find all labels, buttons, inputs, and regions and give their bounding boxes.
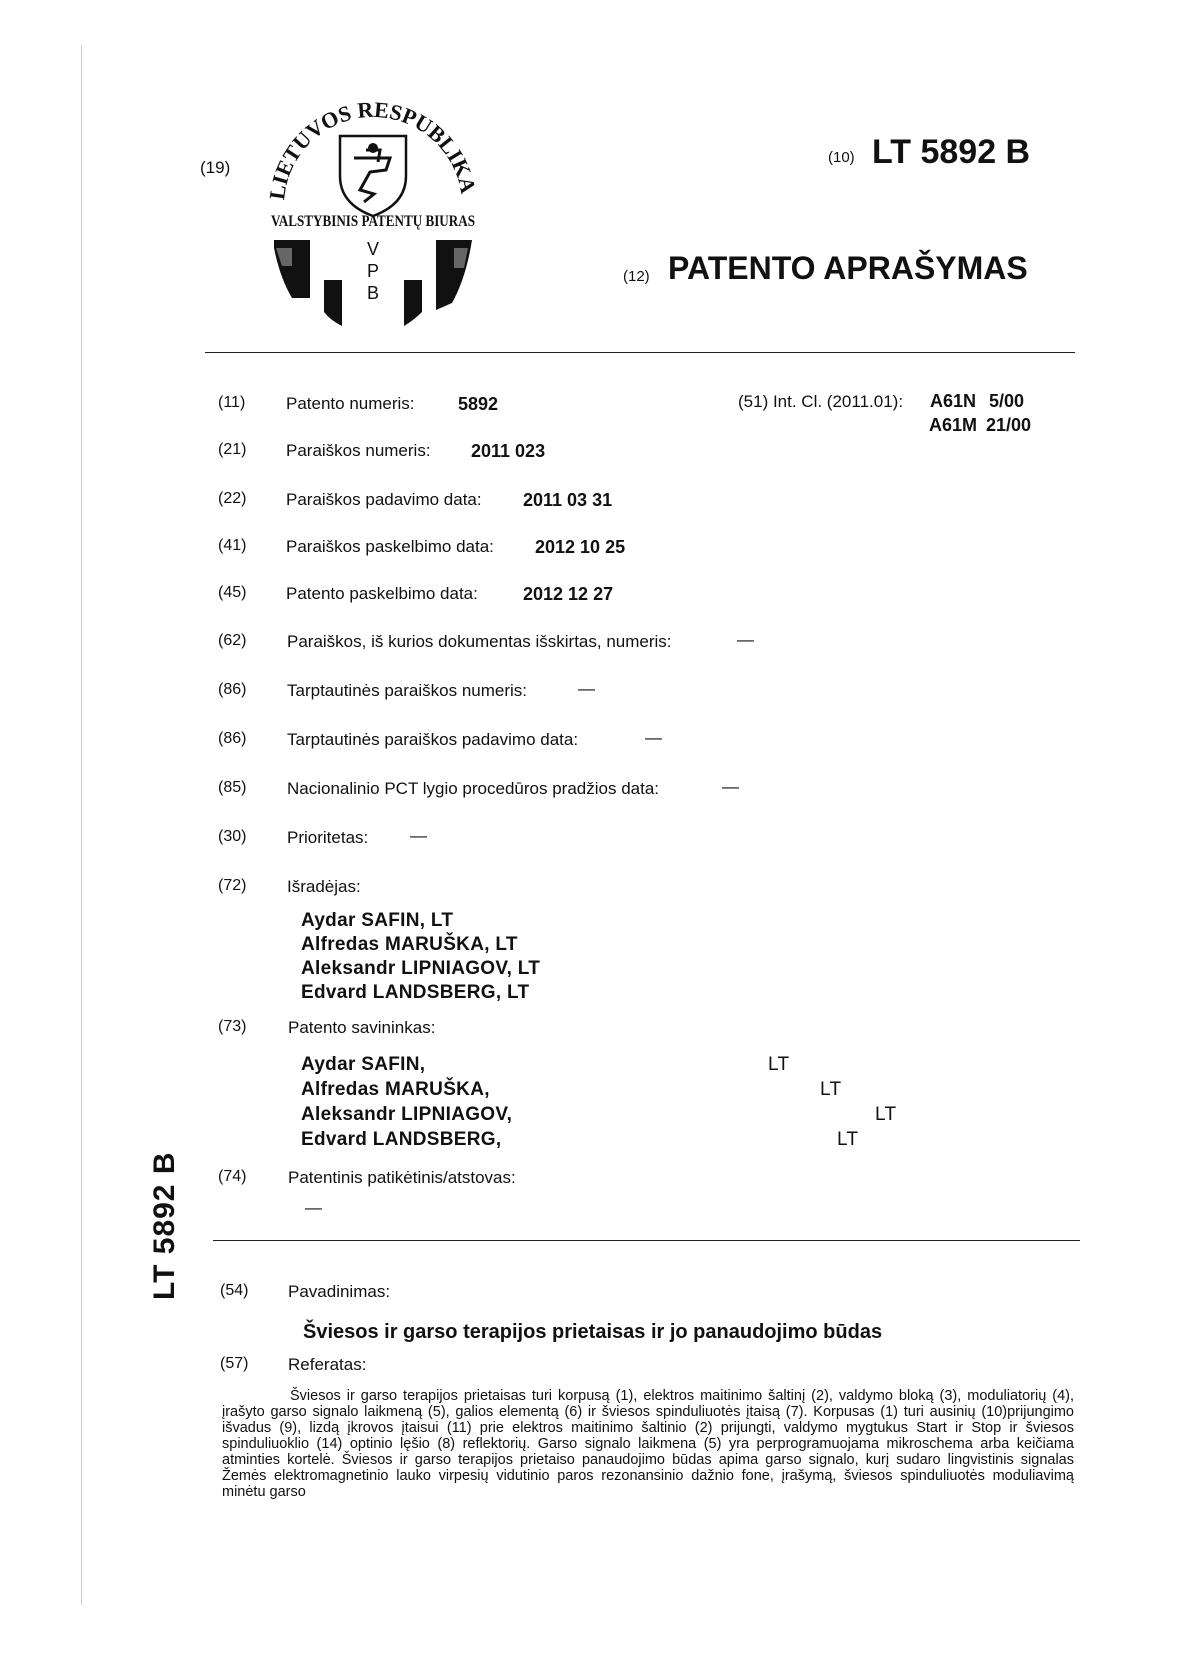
field-label: Patento paskelbimo data:: [286, 584, 478, 603]
field-label: Prioritetas:: [287, 828, 369, 847]
field-label: Patento numeris:: [286, 394, 415, 413]
office-code: (19): [200, 158, 231, 177]
emblem-arc-text: LIETUVOS RESPUBLIKA: [264, 98, 482, 202]
owner-country: LT: [768, 1054, 790, 1075]
owner-country: LT: [875, 1104, 897, 1125]
owner-name: Aleksandr LIPNIAGOV,: [301, 1104, 513, 1125]
office-emblem: [262, 98, 484, 328]
abstract-label: Referatas:: [288, 1355, 367, 1374]
inventor-name: Aydar SAFIN, LT: [301, 910, 454, 931]
classification-code-2: A61M 21/00: [929, 415, 1032, 435]
attorney-label: Patentinis patikėtinis/atstovas:: [288, 1168, 516, 1187]
inventors-label: Išradėjas:: [287, 877, 361, 896]
classification-code-1: A61N 5/00: [930, 391, 1025, 411]
field-code: (86): [218, 681, 247, 698]
owner-name: Aydar SAFIN,: [301, 1054, 426, 1075]
field-value: —: [578, 679, 595, 698]
abstract-code: (57): [220, 1355, 249, 1372]
field-value: 2012 12 27: [523, 584, 614, 604]
emblem-office-name: VALSTYBINIS PATENTŲ BIURAS: [271, 213, 475, 230]
field-value: 2011 03 31: [523, 490, 613, 510]
side-doc-number: LT 5892 B: [148, 1151, 181, 1300]
abstract-paragraph: Šviesos ir garso terapijos prietaisas turi korpusą (1), elektros maitinimo šaltinį (2), valdymo bloką (3), moduliatorių (4), įrašyto garso signalo laikmeną (5), galios elementą (6) ir šviesos spinduliuotės įtaisą (7). Korpusas (1) turi ausinių (10)prijungimo išvadus (9), lizdą įkrovos įtaisui (11) prie elektros maitinimo šaltinio (2) prijungti, valdymo mygtukus Start ir Stop ir šviesos spinduliuoklio (14) optinio lęšio (8) reflektorių. Garso signalo laikmena (5) yra perprogramuojama mikroschema arba keičiama atminties kortelė. Šviesos ir garso terapijos prietaiso panaudojimo būdas apima garso signalo, kurį sudaro lingvistinis signalas Žemės elektromagnetinio lauko virpesių vidutinio paros rezonansinio dažnio fone, įrašymą, šviesos spinduliuotės moduliavimą minėtu garso: [222, 1388, 1074, 1500]
inventor-name: Edvard LANDSBERG, LT: [301, 982, 530, 1003]
field-value: —: [410, 826, 427, 845]
invention-title: Šviesos ir garso terapijos prietaisas ir jo panaudojimo būdas: [303, 1321, 883, 1343]
owner-name: Alfredas MARUŠKA,: [301, 1079, 490, 1100]
doc-number: LT 5892 B: [872, 133, 1031, 171]
abstract-text: [222, 1388, 1074, 1500]
field-label: Nacionalinio PCT lygio procedūros pradžios data:: [287, 779, 659, 798]
owner-country: LT: [837, 1129, 859, 1150]
kind-code: (12): [623, 268, 650, 285]
field-label: Tarptautinės paraiškos numeris:: [287, 681, 528, 700]
field-code: (85): [218, 779, 247, 796]
emblem-letter-b: B: [366, 283, 379, 303]
inventor-name: Alfredas MARUŠKA, LT: [301, 934, 518, 955]
field-label: Paraiškos padavimo data:: [286, 490, 482, 509]
attorney-code: (74): [218, 1168, 247, 1185]
kind-title: PATENTO APRAŠYMAS: [668, 250, 1028, 286]
doc-number-code: (10): [828, 149, 855, 166]
header-rule: [205, 352, 1075, 353]
field-label: Paraiškos paskelbimo data:: [286, 537, 494, 556]
field-code: (41): [218, 537, 247, 554]
inventor-name: Aleksandr LIPNIAGOV, LT: [301, 958, 541, 979]
field-code: (21): [218, 441, 247, 458]
field-code: (45): [218, 584, 247, 601]
field-label: Paraiškos numeris:: [286, 441, 431, 460]
field-code: (30): [218, 828, 247, 845]
field-code: (86): [218, 730, 247, 747]
field-label: Tarptautinės paraiškos padavimo data:: [287, 730, 579, 749]
field-label: Paraiškos, iš kurios dokumentas išskirtas, numeris:: [287, 632, 672, 651]
emblem-letter-v: V: [366, 239, 379, 259]
owner-country: LT: [820, 1079, 842, 1100]
title-rule: [213, 1240, 1080, 1241]
owners-code: (73): [218, 1018, 247, 1035]
classification-label: (51) Int. Cl. (2011.01):: [738, 392, 904, 411]
owner-name: Edvard LANDSBERG,: [301, 1129, 502, 1150]
emblem-letters: [358, 238, 388, 304]
field-value: —: [722, 777, 739, 796]
field-code: (11): [218, 394, 246, 411]
emblem-letter-p: P: [366, 261, 379, 281]
inventors-code: (72): [218, 877, 247, 894]
field-value: 5892: [458, 394, 499, 414]
field-value: —: [645, 728, 662, 747]
attorney-value: —: [305, 1198, 322, 1217]
field-value: 2012 10 25: [535, 537, 626, 557]
margin-line: [81, 45, 82, 1605]
title-code: (54): [220, 1282, 249, 1299]
field-code: (22): [218, 490, 247, 507]
title-label: Pavadinimas:: [288, 1282, 391, 1301]
owners-label: Patento savininkas:: [288, 1018, 436, 1037]
field-value: 2011 023: [471, 441, 546, 461]
field-value: —: [737, 630, 754, 649]
field-code: (62): [218, 632, 247, 649]
